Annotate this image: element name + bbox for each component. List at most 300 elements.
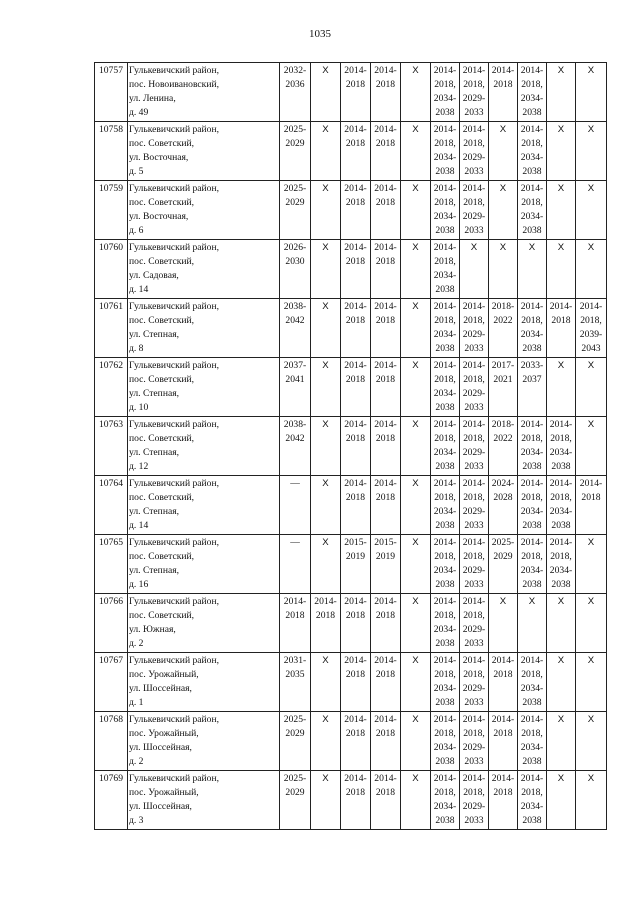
period-cell — [518, 535, 547, 594]
cell-line: 2034- — [433, 329, 457, 340]
address-line: ул. Садовая, — [129, 270, 179, 281]
cell-line: 2042 — [285, 315, 305, 326]
cell-line: X — [412, 301, 419, 312]
cell-line: 2014- — [374, 360, 397, 371]
cell-line: 2014- — [374, 596, 397, 607]
cell-line: 2018 — [375, 669, 396, 680]
cell-line: 2018, — [434, 79, 456, 90]
cell-line: 2029 — [493, 551, 513, 562]
cell-line: 2035 — [285, 669, 305, 680]
period-cell — [371, 181, 401, 240]
cell-line: 2033 — [464, 520, 484, 531]
record-number-cell: 10769 — [95, 771, 128, 830]
cell-line: 2028 — [493, 492, 513, 503]
cell-line: 2033 — [464, 697, 484, 708]
cell-line: 2018 — [345, 79, 366, 90]
cell-line: 2018, — [550, 433, 572, 444]
cell-line: 2018 — [345, 787, 366, 798]
cell-line: 2038 — [522, 756, 542, 767]
record-number-cell: 10767 — [95, 653, 128, 712]
cell-line: 2034- — [433, 93, 457, 104]
cell-line: 2018 — [493, 669, 513, 680]
period-cell — [341, 63, 371, 122]
period-cell — [280, 122, 311, 181]
not-applicable-cell — [547, 712, 576, 771]
period-cell — [460, 476, 489, 535]
period-cell — [518, 122, 547, 181]
cell-line: 2014- — [579, 301, 603, 312]
address-line: пос. Советский, — [129, 610, 195, 621]
period-cell — [547, 417, 576, 476]
address-line: ул. Степная, — [129, 565, 180, 576]
record-number-cell: 10764 — [95, 476, 128, 535]
period-cell — [489, 299, 518, 358]
cell-line: X — [587, 714, 595, 725]
cell-line: 2014- — [549, 478, 573, 489]
cell-line: 2033- — [520, 360, 544, 371]
cell-line: 2014- — [491, 65, 515, 76]
cell-line: X — [587, 183, 595, 194]
address-cell — [128, 181, 280, 240]
cell-line: 2018, — [434, 433, 456, 444]
cell-line: 2014- — [520, 478, 544, 489]
cell-line: 2018, — [550, 492, 572, 503]
cell-line: 2014- — [433, 124, 457, 135]
address-line: пос. Советский, — [129, 374, 195, 385]
cell-line: X — [322, 419, 329, 430]
address-line: Гулькевичский район, — [129, 773, 219, 784]
not-applicable-cell — [576, 535, 607, 594]
cell-line: X — [557, 65, 565, 76]
cell-line: 2034- — [520, 93, 544, 104]
address-cell — [128, 240, 280, 299]
cell-line: 2018 — [345, 256, 366, 267]
period-cell — [518, 299, 547, 358]
not-applicable-cell — [311, 299, 341, 358]
cell-line: 2018 — [375, 197, 396, 208]
cell-line: 2034- — [433, 624, 457, 635]
cell-line: 2018- — [491, 419, 515, 430]
period-cell — [489, 417, 518, 476]
cell-line: 2032- — [283, 65, 307, 76]
cell-line: 2041 — [285, 374, 305, 385]
cell-line: 2018 — [345, 728, 366, 739]
address-line: Гулькевичский район, — [129, 655, 219, 666]
cell-line: 2018, — [521, 728, 543, 739]
not-applicable-cell — [401, 712, 431, 771]
cell-line: X — [412, 596, 419, 607]
cell-line: 2014- — [314, 596, 337, 607]
cell-line: 2018, — [434, 610, 456, 621]
record-number-cell: 10766 — [95, 594, 128, 653]
address-line: д. 3 — [129, 815, 144, 826]
period-cell — [489, 771, 518, 830]
cell-line: 2018 — [375, 610, 396, 621]
not-applicable-cell — [401, 653, 431, 712]
cell-line: 2014- — [344, 360, 367, 371]
not-applicable-cell — [311, 358, 341, 417]
cell-line: X — [557, 655, 565, 666]
address-line: ул. Степная, — [129, 447, 180, 458]
not-applicable-cell — [547, 358, 576, 417]
not-applicable-cell — [401, 594, 431, 653]
cell-line: X — [528, 596, 536, 607]
cell-line: 2018 — [375, 433, 396, 444]
cell-line: 2038 — [435, 815, 455, 826]
cell-line: 2014- — [374, 65, 397, 76]
not-applicable-cell — [489, 122, 518, 181]
cell-line: X — [322, 65, 329, 76]
cell-line: 2034- — [433, 565, 457, 576]
cell-line: 2018 — [375, 728, 396, 739]
cell-line: 2018 — [493, 787, 513, 798]
cell-line: — — [290, 537, 300, 548]
not-applicable-cell — [576, 63, 607, 122]
address-line: пос. Урожайный, — [129, 728, 199, 739]
cell-line: 2034- — [433, 388, 457, 399]
cell-line: 2014- — [462, 655, 486, 666]
cell-line: 2018 — [375, 79, 396, 90]
period-cell — [431, 476, 460, 535]
address-line: д. 6 — [129, 225, 144, 236]
cell-line: 2014- — [433, 242, 457, 253]
address-line: Гулькевичский район, — [129, 183, 219, 194]
cell-line: 2018, — [463, 669, 485, 680]
address-line: Гулькевичский район, — [129, 596, 219, 607]
cell-line: X — [499, 596, 507, 607]
cell-line: X — [557, 773, 565, 784]
period-cell — [460, 63, 489, 122]
cell-line: 2038 — [522, 107, 542, 118]
cell-line: X — [322, 714, 329, 725]
cell-line: 2014- — [374, 655, 397, 666]
not-applicable-cell — [547, 63, 576, 122]
cell-line: 2014- — [520, 714, 544, 725]
cell-line: 2037- — [283, 360, 307, 371]
address-line: д. 8 — [129, 343, 144, 354]
period-cell — [280, 358, 311, 417]
not-applicable-cell — [460, 240, 489, 299]
not-applicable-cell — [518, 594, 547, 653]
cell-line: 2034- — [520, 801, 544, 812]
cell-line: 2025- — [283, 714, 307, 725]
period-cell — [280, 476, 311, 535]
period-cell — [489, 653, 518, 712]
period-cell — [518, 476, 547, 535]
not-applicable-cell — [576, 358, 607, 417]
record-number-cell: 10763 — [95, 417, 128, 476]
cell-line: 2018, — [434, 728, 456, 739]
cell-line: 2018, — [521, 138, 543, 149]
period-cell — [489, 63, 518, 122]
table-body — [95, 63, 607, 830]
cell-line: 2029- — [462, 506, 486, 517]
period-cell — [371, 653, 401, 712]
cell-line: 2014- — [520, 773, 544, 784]
not-applicable-cell — [547, 181, 576, 240]
period-cell — [431, 63, 460, 122]
table-row — [95, 299, 607, 358]
cell-line: 2038 — [435, 284, 455, 295]
period-cell — [371, 240, 401, 299]
not-applicable-cell — [547, 771, 576, 830]
cell-line: 2014- — [520, 183, 544, 194]
cell-line: 2019 — [375, 551, 396, 562]
cell-line: 2034- — [520, 152, 544, 163]
cell-line: X — [322, 655, 329, 666]
cell-line: 2018 — [375, 256, 396, 267]
period-cell — [460, 299, 489, 358]
address-line: пос. Советский, — [129, 492, 195, 503]
cell-line: X — [587, 360, 595, 371]
cell-line: 2014- — [549, 301, 573, 312]
cell-line: 2029- — [462, 742, 486, 753]
period-cell — [460, 535, 489, 594]
cell-line: X — [557, 183, 565, 194]
cell-line: 2018, — [521, 551, 543, 562]
period-cell — [547, 299, 576, 358]
not-applicable-cell — [311, 771, 341, 830]
cell-line: 2019 — [345, 551, 366, 562]
not-applicable-cell — [547, 653, 576, 712]
cell-line: 2018, — [521, 669, 543, 680]
period-cell — [280, 299, 311, 358]
cell-line: 2014- — [344, 419, 367, 430]
period-cell — [280, 712, 311, 771]
cell-line: 2014- — [374, 183, 397, 194]
cell-line: 2014- — [433, 773, 457, 784]
cell-line: 2042 — [285, 433, 305, 444]
cell-line: 2014- — [520, 301, 544, 312]
address-line: пос. Советский, — [129, 138, 195, 149]
record-number-cell: 10765 — [95, 535, 128, 594]
cell-line: 2034- — [520, 506, 544, 517]
cell-line: 2014- — [374, 714, 397, 725]
cell-line: 2038 — [435, 697, 455, 708]
not-applicable-cell — [547, 240, 576, 299]
period-cell — [431, 653, 460, 712]
cell-line: 2014- — [462, 360, 486, 371]
period-cell — [341, 299, 371, 358]
cell-line: X — [412, 360, 419, 371]
record-number-cell: 10761 — [95, 299, 128, 358]
cell-line: 2038 — [435, 756, 455, 767]
not-applicable-cell — [576, 122, 607, 181]
period-cell — [341, 417, 371, 476]
address-line: ул. Степная, — [129, 388, 180, 399]
cell-line: 2029- — [462, 152, 486, 163]
cell-line: 2015- — [344, 537, 367, 548]
period-cell — [518, 63, 547, 122]
cell-line: 2034- — [433, 152, 457, 163]
cell-line: 2038 — [435, 343, 455, 354]
address-line: пос. Новоивановский, — [129, 79, 219, 90]
cell-line: 2018 — [375, 374, 396, 385]
period-cell — [371, 358, 401, 417]
period-cell — [431, 358, 460, 417]
period-cell — [371, 476, 401, 535]
cell-line: 2034- — [433, 211, 457, 222]
not-applicable-cell — [311, 417, 341, 476]
cell-line: X — [499, 124, 507, 135]
cell-line: 2029- — [462, 565, 486, 576]
cell-line: 2018 — [375, 315, 396, 326]
cell-line: 2038 — [551, 579, 571, 590]
cell-line: 2033 — [464, 402, 484, 413]
cell-line: 2034- — [549, 447, 573, 458]
period-cell — [576, 299, 607, 358]
address-line: ул. Степная, — [129, 506, 180, 517]
cell-line: 2018, — [434, 197, 456, 208]
not-applicable-cell — [401, 417, 431, 476]
period-cell — [460, 653, 489, 712]
table-row — [95, 653, 607, 712]
cell-line: 2038 — [551, 461, 571, 472]
not-applicable-cell — [401, 63, 431, 122]
cell-line: 2034- — [433, 447, 457, 458]
cell-line: 2034- — [520, 211, 544, 222]
cell-line: 2014- — [344, 714, 367, 725]
cell-line: 2014- — [433, 596, 457, 607]
cell-line: 2014- — [520, 65, 544, 76]
cell-line: 2014- — [433, 65, 457, 76]
cell-line: 2038 — [435, 402, 455, 413]
cell-line: 2038 — [435, 225, 455, 236]
cell-line: 2018, — [434, 374, 456, 385]
period-cell — [341, 712, 371, 771]
cell-line: 2029 — [285, 197, 305, 208]
cell-line: 2018, — [434, 138, 456, 149]
cell-line: 2038 — [522, 815, 542, 826]
cell-line: X — [322, 183, 329, 194]
cell-line: 2018 — [345, 492, 366, 503]
cell-line: 2038 — [522, 461, 542, 472]
cell-line: 2014- — [462, 124, 486, 135]
cell-line: 2022 — [493, 433, 513, 444]
cell-line: X — [412, 537, 419, 548]
cell-line: X — [412, 419, 419, 430]
cell-line: 2014- — [433, 301, 457, 312]
cell-line: 2034- — [433, 683, 457, 694]
cell-line: 2033 — [464, 579, 484, 590]
cell-line: 2014- — [374, 478, 397, 489]
address-line: д. 12 — [129, 461, 149, 472]
table-row — [95, 594, 607, 653]
period-cell — [371, 417, 401, 476]
cell-line: 2018 — [345, 374, 366, 385]
not-applicable-cell — [401, 771, 431, 830]
not-applicable-cell — [401, 181, 431, 240]
cell-line: 2025- — [283, 124, 307, 135]
cell-line: 2014- — [433, 183, 457, 194]
cell-line: 2018 — [345, 197, 366, 208]
table-row — [95, 63, 607, 122]
address-line: ул. Восточная, — [129, 211, 189, 222]
cell-line: X — [587, 655, 595, 666]
period-cell — [371, 299, 401, 358]
cell-line: 2014- — [462, 183, 486, 194]
cell-line: 2018- — [491, 301, 515, 312]
cell-line: 2018, — [521, 433, 543, 444]
period-cell — [576, 476, 607, 535]
cell-line: X — [587, 242, 595, 253]
not-applicable-cell — [518, 240, 547, 299]
cell-line: X — [557, 242, 565, 253]
cell-line: X — [412, 183, 419, 194]
period-cell — [280, 535, 311, 594]
cell-line: 2033 — [464, 461, 484, 472]
address-cell — [128, 417, 280, 476]
cell-line: X — [587, 596, 595, 607]
period-cell — [489, 535, 518, 594]
period-cell — [280, 594, 311, 653]
period-cell — [460, 122, 489, 181]
cell-line: 2034- — [520, 329, 544, 340]
address-line: д. 2 — [129, 756, 144, 767]
table-row — [95, 358, 607, 417]
period-cell — [431, 594, 460, 653]
period-cell — [460, 712, 489, 771]
cell-line: 2031- — [283, 655, 307, 666]
cell-line: X — [412, 773, 419, 784]
cell-line: 2014- — [433, 478, 457, 489]
period-cell — [460, 417, 489, 476]
period-cell — [280, 771, 311, 830]
cell-line: 2038 — [435, 579, 455, 590]
cell-line: 2018, — [463, 374, 485, 385]
period-cell — [460, 358, 489, 417]
cell-line: 2038 — [551, 520, 571, 531]
not-applicable-cell — [311, 653, 341, 712]
cell-line: 2018, — [521, 787, 543, 798]
cell-line: 2021 — [493, 374, 513, 385]
period-cell — [341, 535, 371, 594]
cell-line: 2029- — [462, 388, 486, 399]
period-cell — [341, 594, 371, 653]
cell-line: 2033 — [464, 225, 484, 236]
cell-line: 2018 — [581, 492, 601, 503]
table-row — [95, 240, 607, 299]
cell-line: 2014- — [344, 124, 367, 135]
address-line: Гулькевичский район, — [129, 65, 219, 76]
cell-line: 2018, — [521, 79, 543, 90]
cell-line: 2014- — [491, 714, 515, 725]
address-line: д. 16 — [129, 579, 149, 590]
cell-line: 2018 — [375, 492, 396, 503]
table-row — [95, 771, 607, 830]
address-line: Гулькевичский район, — [129, 301, 219, 312]
period-cell — [341, 122, 371, 181]
period-cell — [460, 771, 489, 830]
address-line: пос. Советский, — [129, 433, 195, 444]
cell-line: 2014- — [283, 596, 307, 607]
cell-line: 2014- — [374, 242, 397, 253]
period-cell — [460, 594, 489, 653]
cell-line: 2034- — [433, 506, 457, 517]
not-applicable-cell — [401, 476, 431, 535]
cell-line: 2014- — [433, 537, 457, 548]
cell-line: 2038 — [522, 343, 542, 354]
period-cell — [431, 417, 460, 476]
cell-line: 2014- — [374, 773, 397, 784]
cell-line: 2018 — [493, 728, 513, 739]
address-line: ул. Шоссейная, — [129, 683, 192, 694]
cell-line: 2034- — [549, 565, 573, 576]
cell-line: 2039- — [579, 329, 603, 340]
period-cell — [371, 63, 401, 122]
cell-line: 2029 — [285, 728, 305, 739]
cell-line: 2025- — [283, 773, 307, 784]
